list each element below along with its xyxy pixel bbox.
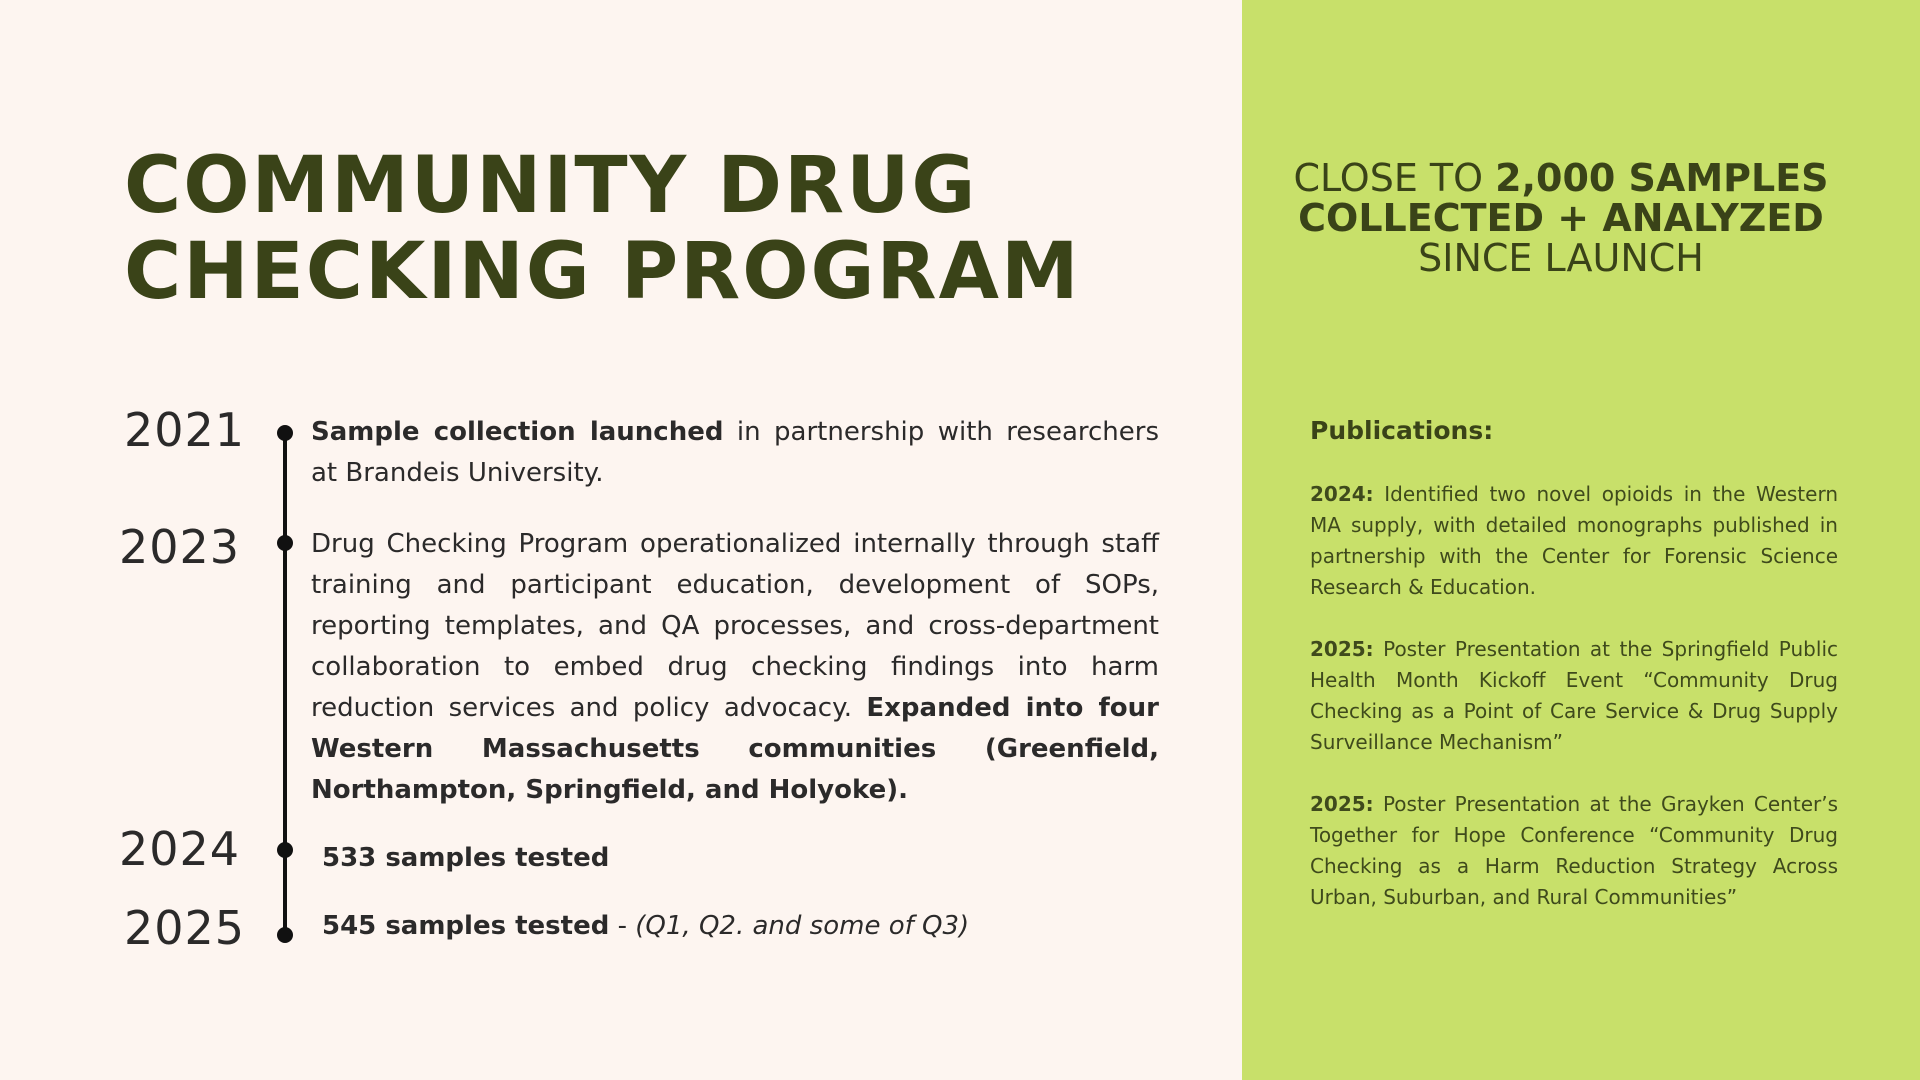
publication-item	[1310, 789, 1838, 913]
timeline-dot-2024	[277, 842, 293, 858]
timeline-year: 2023	[119, 520, 241, 574]
publication-year: 2025:	[1310, 637, 1374, 661]
timeline-dot-2021	[277, 425, 293, 441]
stat-pre: CLOSE TO	[1293, 156, 1496, 200]
timeline-entry-2023	[311, 524, 1159, 811]
title-line-2: CHECKING PROGRAM	[124, 227, 1081, 317]
stat-post: SINCE LAUNCH	[1418, 236, 1704, 280]
publication-item	[1310, 479, 1838, 603]
publications-heading: Publications:	[1310, 416, 1494, 445]
entry-highlight: 545 samples tested	[322, 911, 610, 941]
publication-text: Identified two novel opioids in the Western MA supply, with detailed monographs published in partnership with the Center for Forensic Science Research & Education.	[1310, 482, 1838, 599]
timeline-dot-2025	[277, 927, 293, 943]
timeline-year: 2024	[119, 822, 241, 876]
entry-highlight: Expanded into four Western Massachusetts communities (Greenfield, Northampton, Springfield, and Holyoke).	[311, 693, 1159, 805]
timeline-entry-2025	[322, 906, 1170, 947]
publication-year: 2025:	[1310, 792, 1374, 816]
entry-separator: -	[609, 911, 636, 941]
timeline-year: 2021	[124, 403, 246, 457]
entry-highlight: Sample collection launched	[311, 417, 724, 447]
entry-highlight: 533 samples tested	[322, 843, 610, 873]
timeline-entry-2024	[322, 838, 1170, 879]
publication-year: 2024:	[1310, 482, 1374, 506]
page-title	[124, 143, 1224, 315]
title-line-1: COMMUNITY DRUG	[124, 141, 978, 231]
entry-note: (Q1, Q2. and some of Q3)	[635, 911, 970, 941]
timeline-year: 2025	[124, 901, 246, 955]
entry-text: in partnership with researchers at Brandeis University.	[311, 417, 1160, 488]
timeline-entry-2021	[311, 412, 1159, 494]
timeline-line	[283, 430, 287, 937]
samples-stat	[1290, 158, 1832, 278]
publication-item	[1310, 634, 1838, 758]
publication-text: Poster Presentation at the Springfield Public Health Month Kickoff Event “Community Drug Checking as a Point of Care Service & Drug Supply Surveillance Mechanism”	[1310, 637, 1838, 754]
entry-text: Drug Checking Program operationalized internally through staff training and participant education, development of SOPs, reporting templates, and QA processes, and cross-department collaboration to embed drug checking findings into harm reduction services and policy advocacy.	[311, 529, 1159, 723]
timeline-dot-2023	[277, 535, 293, 551]
publication-text: Poster Presentation at the Grayken Center’s Together for Hope Conference “Community Drug Checking as a Harm Reduction Strategy Across Urban, Suburban, and Rural Communities”	[1310, 792, 1838, 909]
stat-bold: 2,000 SAMPLES COLLECTED + ANALYZED	[1298, 156, 1829, 240]
